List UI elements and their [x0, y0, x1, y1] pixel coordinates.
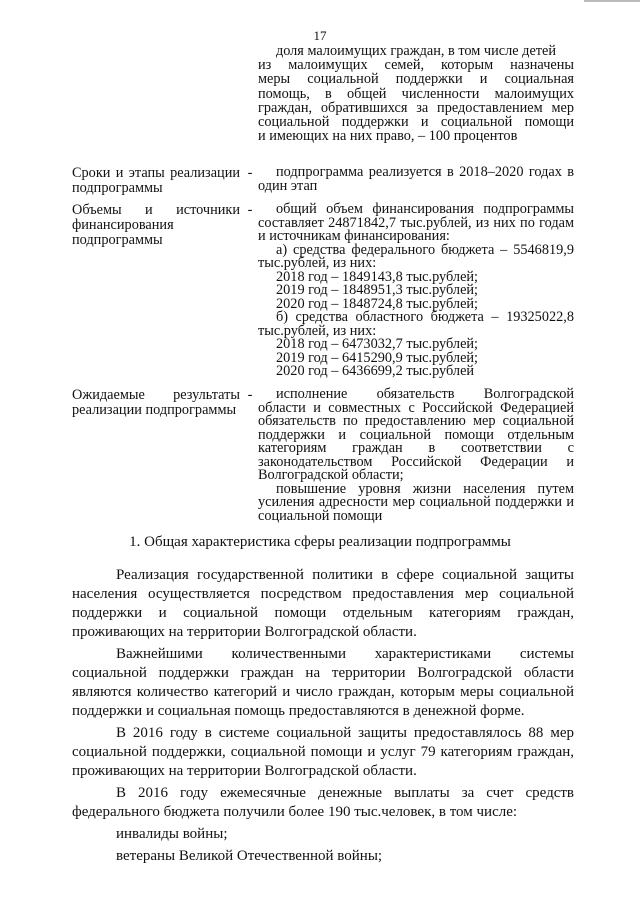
target-indicator-line: социальной поддержки и социальной помощи	[258, 114, 574, 131]
body-paragraph: Реализация государственной политики в сфере социальной защиты населения осуществляется посредством предоставления мер социальной поддержки и социальной помощи отдельным категориям граждан, проживающих на территории Волгоградской области.	[72, 567, 574, 640]
target-indicator-line: меры социальной поддержки и социальная	[258, 71, 574, 88]
financing-dash: -	[247, 202, 253, 218]
financing-intro: общий объем финансирования подпрограммы составляет 24871842,7 тыс.рублей, из них по годам и источникам финансирования:	[258, 201, 574, 244]
results-item: исполнение обязательств Волгоградской области и совместных с Российской Федерацией обязательств по предоставлению мер социальной поддержки и социальной помощи отдельным категориям граждан в соответствии с законодательством Российской Федерации и Волгоградской области;	[258, 386, 574, 483]
terms-value	[258, 166, 574, 193]
financing-regional-head: б) средства областного бюджета – 19325022,8 тыс.рублей, из них:	[258, 309, 574, 339]
section-title: 1. Общая характеристика сферы реализации подпрограммы	[129, 534, 511, 550]
page-number: 17	[313, 28, 327, 43]
target-indicator-line: из малоимущих семей, которым назначены	[258, 57, 574, 74]
body-text	[72, 566, 574, 869]
financing-label: Объемы и источники финансирования подпрограммы	[72, 202, 240, 248]
body-paragraph: Важнейшими количественными характеристиками системы социальной поддержки граждан на территории Волгоградской области являются количество категорий и число граждан, которым меры социальной поддержки и социальная помощь предоставляются в денежной форме.	[72, 646, 574, 719]
terms-dash: -	[247, 165, 253, 181]
target-indicator-line: помощь, в общей численности малоимущих	[258, 85, 574, 102]
results-value	[258, 388, 574, 523]
financing-regional-year: 2020 год – 6436699,2 тыс.рублей	[276, 363, 475, 379]
body-list-item: инвалиды войны;	[116, 826, 228, 842]
financing-federal-year: 2018 год – 1849143,8 тыс.рублей;	[276, 268, 479, 285]
terms-text: подпрограмма реализуется в 2018–2020 годах в один этап	[258, 164, 574, 194]
scan-edge-mark	[584, 0, 640, 2]
target-indicator-value	[258, 44, 574, 143]
body-paragraph: В 2016 году в системе социальной защиты предоставлялось 88 мер социальной поддержки, социальной помощи и услуг 79 категориям граждан, проживающих на территории Волгоградской области.	[72, 725, 574, 779]
results-dash: -	[247, 387, 253, 403]
financing-regional-year: 2018 год – 6473032,7 тыс.рублей;	[276, 336, 479, 352]
financing-federal-year: 2019 год – 1848951,3 тыс.рублей;	[276, 282, 479, 298]
target-indicator-line: граждан, обратившихся за предоставлением мер	[258, 99, 574, 116]
target-indicator-line: доля малоимущих граждан, в том числе детей	[275, 43, 557, 59]
financing-regional-year: 2019 год – 6415290,9 тыс.рублей;	[276, 349, 479, 366]
results-item: повышение уровня жизни населения путем усиления адресности мер социальной поддержки и социальной помощи	[258, 480, 574, 524]
financing-value	[258, 203, 574, 379]
target-indicator-line: и имеющих на них право, – 100 процентов	[258, 128, 518, 145]
terms-label: Сроки и этапы реализации подпрограммы	[72, 165, 240, 196]
financing-federal-head: а) средства федерального бюджета – 5546819,9 тыс.рублей, из них:	[258, 241, 574, 271]
results-label: Ожидаемые результаты реализации подпрограммы	[72, 387, 240, 418]
financing-federal-year: 2020 год – 1848724,8 тыс.рублей;	[276, 295, 479, 312]
body-list-item: ветераны Великой Отечественной войны;	[116, 848, 383, 864]
body-paragraph: В 2016 году ежемесячные денежные выплаты за счет средств федерального бюджета получили более 190 тыс.человек, в том числе:	[72, 785, 574, 820]
